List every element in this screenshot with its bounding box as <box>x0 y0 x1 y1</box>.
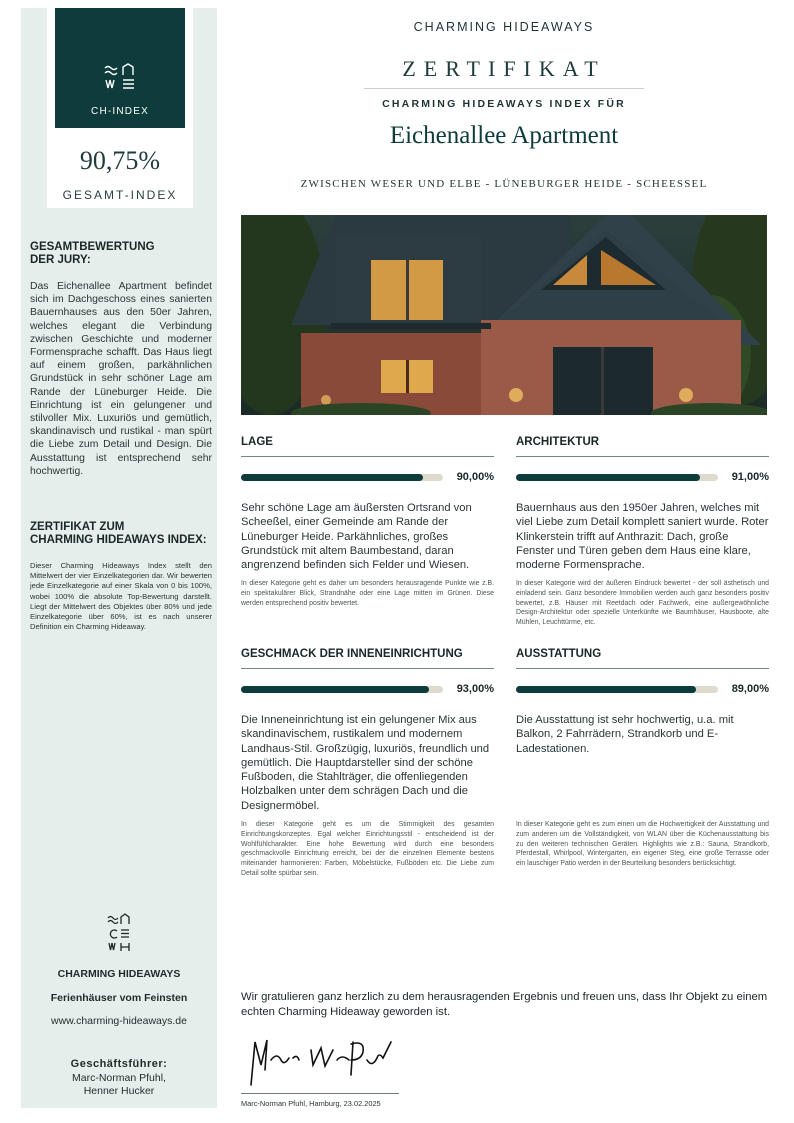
footer-logo-svg <box>106 913 132 953</box>
category-architektur-title: ARCHITEKTUR <box>516 436 600 448</box>
object-name: Eichenallee Apartment <box>389 122 619 149</box>
progress-track <box>516 474 718 481</box>
category-architektur-text: Bauernhaus aus den 1950er Jahren, welches mit viel Liebe zum Detail komplett saniert wurde. Roter Klinkerstein trifft auf Anthrazit: Dach, große Fenster und Türen geben dem Haus eine klare, moderne Formensprache. <box>516 502 769 572</box>
badge-label: CH-INDEX <box>91 106 149 117</box>
progress-fill <box>241 474 423 481</box>
category-einrichtung <box>241 648 494 877</box>
cert-heading <box>30 521 212 547</box>
category-ausstattung-note: In dieser Kategorie geht es zum einen um die Hochwertigkeit der Ausstattung und zum anderen um die Vollständigkeit, von WLAN über die Küchenausstattung bis zu den weiteren technischen Geräten. Highlights wie z.B.: Sauna, Strandkorb, Pferdestall, Whirlpool, Wintergarten, ein eigener Steg, eine große Terrasse oder ein lauschiger Patio werden in der Beurteilung besonders berücksichtigt. <box>516 821 769 868</box>
progress-track <box>241 474 443 481</box>
category-einrichtung-progress <box>241 683 494 695</box>
category-architektur-divider <box>516 456 769 457</box>
brand-logo <box>241 20 767 34</box>
badge-header <box>55 8 185 128</box>
jury-text: Das Eichenallee Apartment befindet sich im Dachgeschoss eines sanierten Bauernhauses aus den 50er Jahren, welches elegant die Verbindung zwischen Geschichte und moderner Formensprache schafft. Das Haus liegt auf einem großen, parkähnlichen Grundstück in sehr schöner Lage am Rande der Lüneburger Heide. Die Einrichtung ist ein gelungener und stilvoller Mix. Luxuriös und gemütlich, skandinavisch und rustikal - man spürt die Liebe zum Detail und Design. Die Ausstattung ist entsprechend sehr hochwertig. <box>30 281 212 477</box>
category-einrichtung-title: GESCHMACK DER INNENEINRICHTUNG <box>241 648 463 660</box>
progress-fill <box>241 686 429 693</box>
progress-fill <box>516 474 700 481</box>
title-divider <box>364 88 644 89</box>
progress-track <box>516 686 718 693</box>
category-lage-percent: 90,00% <box>456 471 494 483</box>
signature-line <box>241 1093 399 1094</box>
house-photo-svg <box>241 215 767 415</box>
ch-logo-icon <box>55 63 185 98</box>
category-ausstattung <box>516 648 769 868</box>
category-lage-text: Sehr schöne Lage am äußersten Ortsrand von Scheeßel, einer Gemeinde am Rande der Lüneburger Heide. Parkähnliches, großes Grundstück mit altem Baumbestand, daran angrenzend befinden sich Felder und Wiesen. <box>241 502 472 572</box>
footer-gf-name-1: Marc-Norman Pfuhl, <box>72 1072 166 1084</box>
category-architektur <box>516 436 769 627</box>
footer-gf-name-2: Henner Hucker <box>83 1085 155 1097</box>
category-architektur-progress <box>516 471 769 483</box>
jury-heading <box>30 241 212 267</box>
object-location: ZWISCHEN WESER UND ELBE - LÜNEBURGER HEIDE - SCHEESSEL <box>300 178 708 190</box>
footer-logo-icon <box>21 913 217 956</box>
progress-track <box>241 686 443 693</box>
category-lage-progress <box>241 471 494 483</box>
house-photo <box>241 215 767 415</box>
category-einrichtung-percent: 93,00% <box>456 683 494 695</box>
total-score: 90,75% <box>79 146 161 175</box>
certificate-subtitle: CHARMING HIDEAWAYS INDEX FÜR <box>382 98 626 110</box>
category-lage-note: In dieser Kategorie geht es daher um besonders herausragende Punkte wie z.B. ein spektakulärer Blick, Strandnähe oder eine Lage mitten im Grünen. Diese werden entsprechend positiv bewertet. <box>241 580 494 607</box>
category-architektur-note: In dieser Kategorie wird der äußeren Eindruck bewertet - der soll ästhetisch und einladend sein. Ganz besondere Immobilien werden auch ganz besonders positiv bewertet, z.B. Häuser mit Reetdach oder Fachwerk, eine außergewöhnliche Design-Architektur oder spezielle Unterkünfte wie Baumhäuser, Hausboote, alte Mühlen, Leuchttürme, etc. <box>516 580 769 627</box>
category-einrichtung-divider <box>241 668 494 669</box>
category-ausstattung-divider <box>516 668 769 669</box>
category-ausstattung-progress <box>516 683 769 695</box>
signature-caption: Marc-Norman Pfuhl, Hamburg, 23.02.2025 <box>241 1099 381 1108</box>
footer-url[interactable]: www.charming-hideaways.de <box>51 1015 187 1027</box>
category-lage <box>241 436 494 607</box>
category-einrichtung-text: Die Inneneinrichtung ist ein gelungener Mix aus skandinavischem, rustikalem und modernem Landhaus-Stil. Großzügig, luxuriös, freundlich und gemütlich. Die Hauptdarsteller sind der schöne Fußboden, die Stahlträger, die offenliegenden Holzbalken unter dem schrägen Dach und die Designermöbel. <box>241 714 490 812</box>
sidebar <box>21 8 217 1108</box>
congratulation-text: Wir gratulieren ganz herzlich zu dem herausragenden Ergebnis und freuen uns, dass Ihr Objekt zu einem echten Charming Hideaway geworden ist. <box>241 991 768 1018</box>
category-ausstattung-percent: 89,00% <box>731 683 769 695</box>
category-architektur-percent: 91,00% <box>731 471 769 483</box>
jury-heading-line-1: GESAMTBEWERTUNG <box>30 241 155 253</box>
index-badge <box>47 8 193 208</box>
footer-brand: CHARMING HIDEAWAYS <box>57 968 181 980</box>
ch-logo-icon-svg <box>103 63 137 93</box>
jury-heading-line-2: DER JURY: <box>30 254 91 266</box>
signature-svg <box>241 1030 401 1090</box>
cert-heading-line-2: CHARMING HIDEAWAYS INDEX: <box>30 534 207 546</box>
category-ausstattung-text: Die Ausstattung ist sehr hochwertig, u.a. mit Balkon, 2 Fahrrädern, Strandkorb und E-Ladestationen. <box>516 714 734 755</box>
category-ausstattung-title: AUSSTATTUNG <box>516 648 602 660</box>
footer-gf-label: Geschäftsführer: <box>70 1058 168 1070</box>
cert-heading-line-1: ZERTIFIKAT ZUM <box>30 521 125 533</box>
total-score-label: GESAMT-INDEX <box>62 188 178 202</box>
category-lage-divider <box>241 456 494 457</box>
cert-text: Dieser Charming Hideaways Index stellt den Mittelwert der vier Einzelkategorien dar. Wir bewerten jede Einzelkategorie auf einer Skala von 0 bis 100%, wobei 100% die absolute Top-Bewertung darstellt. Liegt der Mittelwert des Objektes über 80% und jede Einzelkategorie über 60%, ist es nach unserer Definition ein Charming Hideaway. <box>30 561 212 632</box>
brand-name: CHARMING HIDEAWAYS <box>413 20 595 34</box>
signature <box>241 1030 401 1090</box>
certificate-title: ZERTIFIKAT <box>402 56 606 81</box>
category-einrichtung-note: In dieser Kategorie geht es um die Stimmigkeit des gesamten Einrichtungskonzeptes. Egal welcher Einrichtungsstil - entscheidend ist der Wohlfühlcharakter. Eine hohe Bewertung wird durch eine besonders geschmackvolle Einrichtung erreicht, bei der die einzelnen Elemente bestens miteinander harmonieren: Farben, Möbelstücke, Fußböden etc. Die Liebe zum Detail sollte spürbar sein. <box>241 821 494 877</box>
progress-fill <box>516 686 696 693</box>
category-lage-title: LAGE <box>241 436 273 448</box>
footer-tagline: Ferienhäuser vom Feinsten <box>50 992 188 1004</box>
